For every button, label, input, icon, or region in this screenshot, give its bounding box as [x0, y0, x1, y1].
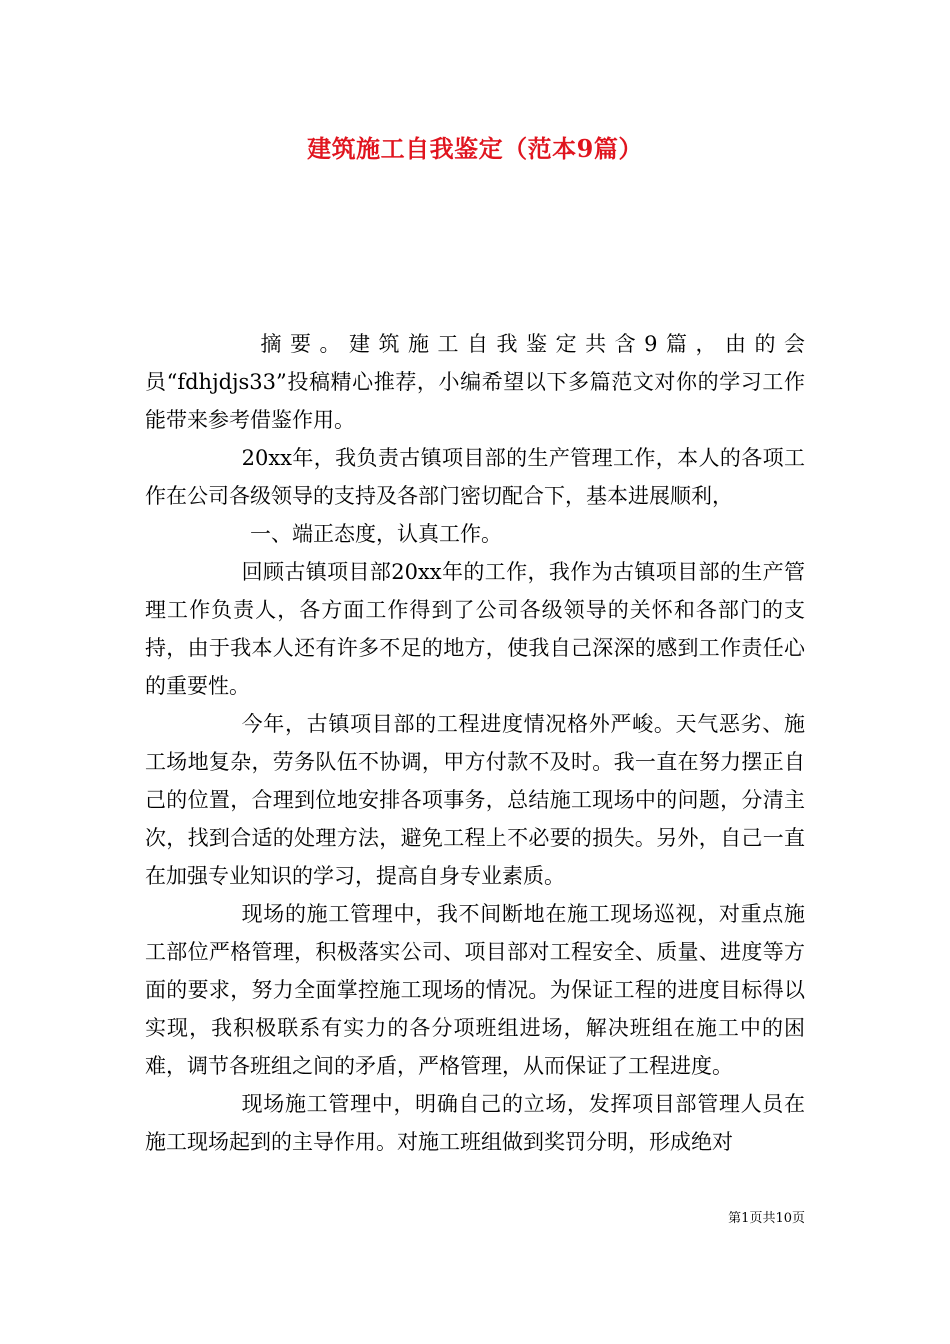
document-body	[145, 325, 805, 1161]
document-title: 建筑施工自我鉴定（范本9篇）	[307, 134, 643, 163]
body-paragraph: 现场的施工管理中，我不间断地在施工现场巡视，对重点施工部位严格管理，积极落实公司、项目部对工程安全、质量、进度等方面的要求，努力全面掌控施工现场的情况。为保证工程的进度目标得以实现，我积极联系有实力的各分项班组进场，解决班组在施工中的困难，调节各班组之间的矛盾，严格管理，从而保证了工程进度。	[145, 902, 805, 1078]
summary-paragraph: 摘要。建筑施工自我鉴定共含9篇，由的会员“fdhjdjs33”投稿精心推荐，小编希望以下多篇范文对你的学习工作能带来参考借鉴作用。	[145, 332, 805, 432]
body-paragraph: 现场施工管理中，明确自己的立场，发挥项目部管理人员在施工现场起到的主导作用。对施工班组做到奖罚分明，形成绝对	[145, 1092, 805, 1154]
section-heading: 一、端正态度，认真工作。	[250, 522, 502, 546]
body-paragraph: 回顾古镇项目部20xx年的工作，我作为古镇项目部的生产管理工作负责人，各方面工作得到了公司各级领导的关怀和各部门的支持，由于我本人还有许多不足的地方，使我自己深深的感到工作责任心的重要性。	[145, 560, 805, 698]
body-paragraph: 20xx年，我负责古镇项目部的生产管理工作，本人的各项工作在公司各级领导的支持及各部门密切配合下，基本进展顺利，	[145, 446, 805, 508]
body-paragraph: 今年，古镇项目部的工程进度情况格外严峻。天气恶劣、施工场地复杂，劳务队伍不协调，甲方付款不及时。我一直在努力摆正自己的位置，合理到位地安排各项事务，总结施工现场中的问题，分清主次，找到合适的处理方法，避免工程上不必要的损失。另外，自己一直在加强专业知识的学习，提高自身专业素质。	[145, 712, 805, 888]
page-number: 第1页共10页	[728, 1211, 805, 1226]
